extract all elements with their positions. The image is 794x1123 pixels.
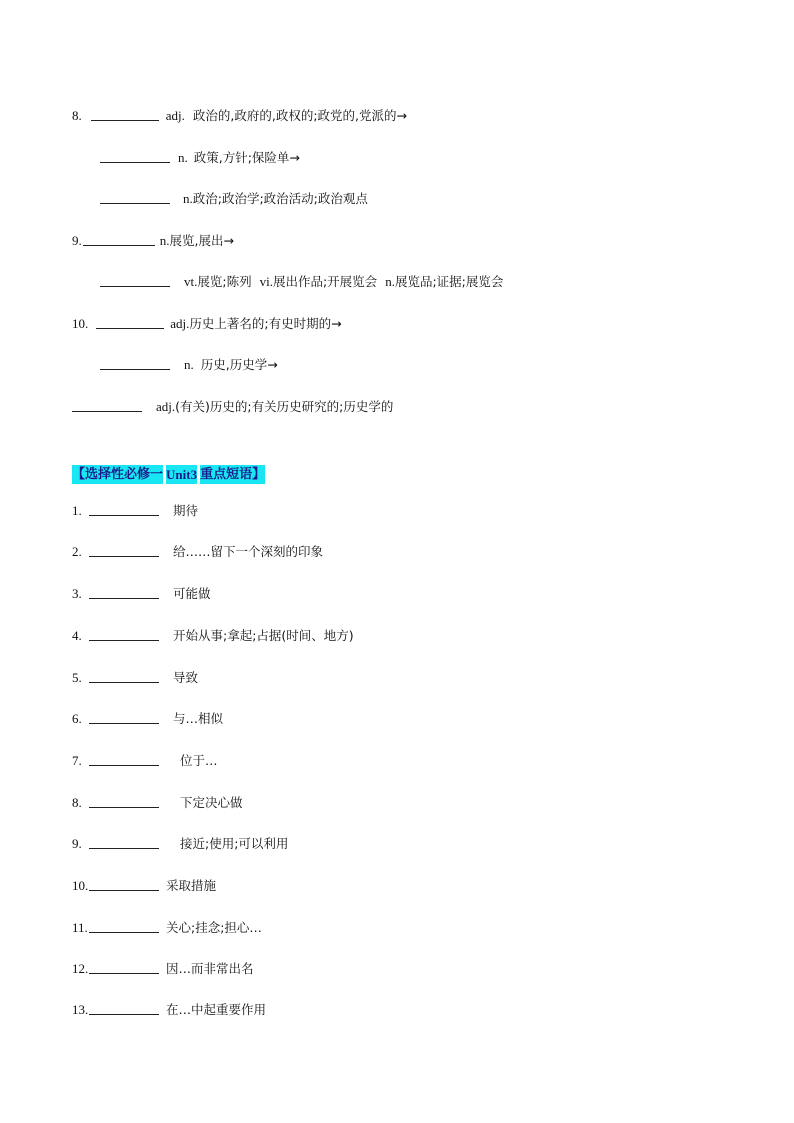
item-number: 2. bbox=[72, 544, 82, 559]
item-number: 11. bbox=[72, 920, 88, 935]
vocab-item-8-sub-2 bbox=[100, 191, 368, 207]
answer-blank[interactable] bbox=[89, 597, 159, 599]
vocab-item-10-sub-2 bbox=[72, 399, 393, 415]
item-number: 9. bbox=[72, 233, 82, 248]
phrase-meaning: 因…而非常出名 bbox=[166, 961, 254, 976]
answer-blank[interactable] bbox=[89, 514, 159, 516]
vocab-item-10-sub-1 bbox=[100, 357, 278, 373]
answer-blank[interactable] bbox=[100, 285, 170, 287]
item-number: 6. bbox=[72, 711, 82, 726]
item-number: 4. bbox=[72, 628, 82, 643]
meaning: 展览;陈列 bbox=[197, 274, 252, 289]
phrase-item bbox=[72, 711, 223, 727]
meaning: 政治的,政府的,政权的;政党的,党派的→ bbox=[192, 108, 407, 123]
meaning: 展出作品;开展览会 bbox=[272, 274, 378, 289]
phrase-item bbox=[72, 878, 216, 894]
phrase-item bbox=[72, 961, 254, 977]
answer-blank[interactable] bbox=[100, 368, 170, 370]
part-of-speech: n. bbox=[159, 233, 170, 248]
answer-blank[interactable] bbox=[89, 931, 159, 933]
item-number: 9. bbox=[72, 836, 82, 851]
item-number: 5. bbox=[72, 670, 82, 685]
item-number: 1. bbox=[72, 503, 82, 518]
phrase-item bbox=[72, 1002, 266, 1018]
part-of-speech: vt. bbox=[184, 274, 198, 289]
meaning: 历史,历史学→ bbox=[200, 357, 278, 372]
meaning: 历史上著名的;有史时期的→ bbox=[189, 316, 342, 331]
part-of-speech: n. bbox=[183, 191, 193, 206]
item-number: 13. bbox=[72, 1002, 89, 1017]
section-heading bbox=[72, 465, 265, 484]
answer-blank[interactable] bbox=[89, 555, 159, 557]
phrase-item bbox=[72, 670, 198, 686]
section-heading-prefix: 【选择性必修一 bbox=[72, 467, 164, 482]
phrase-meaning: 可能做 bbox=[173, 586, 211, 601]
item-number: 10. bbox=[72, 878, 89, 893]
item-number: 8. bbox=[72, 108, 82, 123]
phrase-meaning: 与…相似 bbox=[173, 711, 224, 726]
phrase-item bbox=[72, 628, 354, 644]
meaning: (有关)历史的;有关历史研究的;历史学的 bbox=[175, 399, 394, 414]
vocab-item-9-sub-1 bbox=[100, 274, 503, 290]
part-of-speech: adj. bbox=[170, 316, 190, 331]
phrase-meaning: 给……留下一个深刻的印象 bbox=[173, 544, 324, 559]
answer-blank[interactable] bbox=[100, 202, 170, 204]
phrase-item bbox=[72, 503, 198, 519]
vocab-item-8 bbox=[72, 108, 407, 124]
part-of-speech: vi. bbox=[259, 274, 273, 289]
section-heading-unit: Unit3 bbox=[166, 467, 198, 482]
answer-blank[interactable] bbox=[96, 327, 164, 329]
item-number: 12. bbox=[72, 961, 89, 976]
meaning: 展览品;证据;展览会 bbox=[394, 274, 504, 289]
section-heading-suffix: 重点短语】 bbox=[200, 467, 266, 482]
phrase-meaning: 开始从事;拿起;占据(时间、地方) bbox=[173, 628, 354, 643]
answer-blank[interactable] bbox=[83, 244, 155, 246]
vocab-item-10 bbox=[72, 316, 342, 332]
part-of-speech: n. bbox=[178, 150, 188, 165]
phrase-meaning: 位于… bbox=[180, 753, 218, 768]
item-number: 7. bbox=[72, 753, 82, 768]
part-of-speech: adj. bbox=[165, 108, 185, 123]
phrase-meaning: 采取措施 bbox=[166, 878, 217, 893]
phrase-meaning: 期待 bbox=[173, 503, 199, 518]
part-of-speech: n. bbox=[184, 357, 194, 372]
phrase-meaning: 关心;挂念;担心… bbox=[166, 920, 262, 935]
phrase-meaning: 导致 bbox=[173, 670, 199, 685]
phrase-item bbox=[72, 836, 288, 852]
answer-blank[interactable] bbox=[100, 161, 170, 163]
meaning: 政策,方针;保险单→ bbox=[193, 150, 300, 165]
meaning: 展览,展出→ bbox=[169, 233, 234, 248]
answer-blank[interactable] bbox=[89, 806, 159, 808]
phrase-meaning: 下定决心做 bbox=[180, 795, 243, 810]
answer-blank[interactable] bbox=[91, 119, 159, 121]
phrase-item bbox=[72, 795, 243, 811]
phrase-item bbox=[72, 753, 218, 769]
vocab-item-8-sub-1 bbox=[100, 150, 300, 166]
answer-blank[interactable] bbox=[89, 847, 159, 849]
phrase-meaning: 在…中起重要作用 bbox=[166, 1002, 267, 1017]
answer-blank[interactable] bbox=[89, 764, 159, 766]
answer-blank[interactable] bbox=[89, 639, 159, 641]
answer-blank[interactable] bbox=[72, 410, 142, 412]
item-number: 10. bbox=[72, 316, 89, 331]
phrase-item bbox=[72, 586, 211, 602]
meaning: 政治;政治学;政治活动;政治观点 bbox=[192, 191, 368, 206]
answer-blank[interactable] bbox=[89, 722, 159, 724]
answer-blank[interactable] bbox=[89, 889, 159, 891]
answer-blank[interactable] bbox=[89, 972, 159, 974]
phrase-item bbox=[72, 544, 323, 560]
answer-blank[interactable] bbox=[89, 1013, 159, 1015]
phrase-meaning: 接近;使用;可以利用 bbox=[180, 836, 289, 851]
part-of-speech: n. bbox=[385, 274, 395, 289]
answer-blank[interactable] bbox=[89, 681, 159, 683]
vocab-item-9 bbox=[72, 233, 234, 249]
item-number: 3. bbox=[72, 586, 82, 601]
phrase-item bbox=[72, 920, 262, 936]
part-of-speech: adj. bbox=[156, 399, 176, 414]
item-number: 8. bbox=[72, 795, 82, 810]
